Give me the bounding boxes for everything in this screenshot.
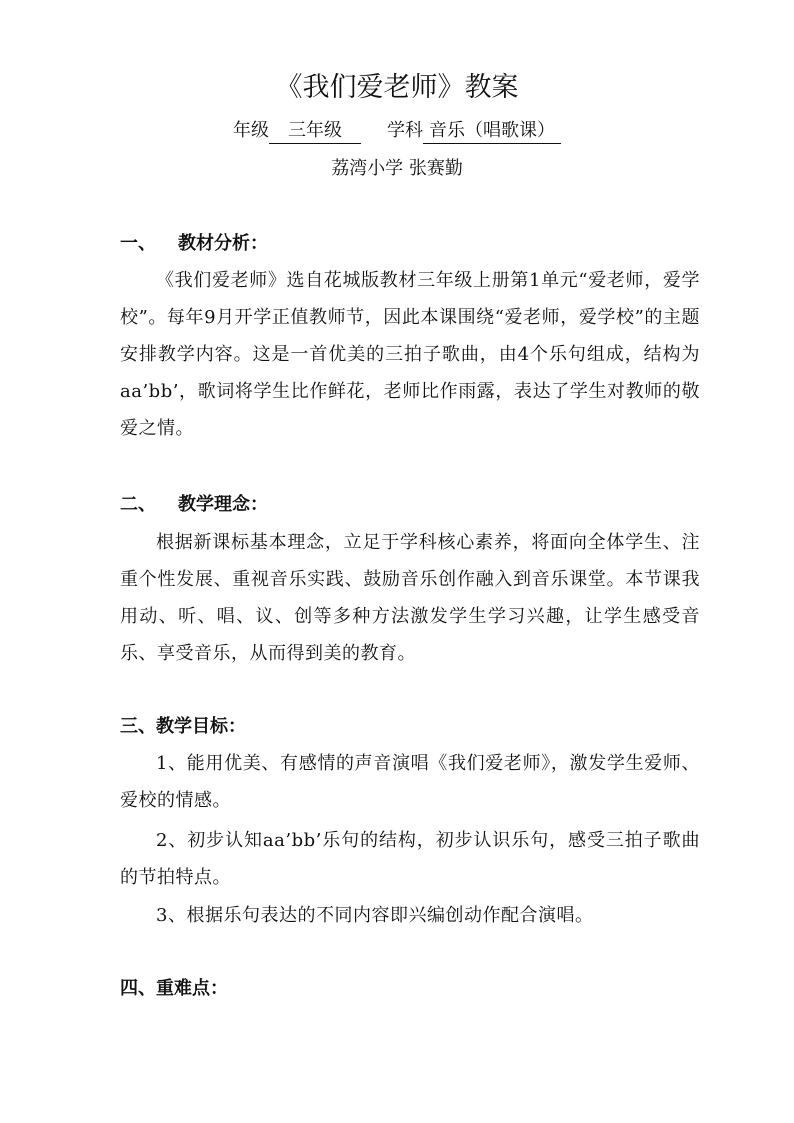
objective-item-2: 2、初步认知aa’bb’乐句的结构，初步认识乐句，感受三拍子歌曲的节拍特点。 [120,830,700,888]
section-title: 教学目标： [156,716,246,737]
author-line: 荔湾小学 张赛勤 [331,158,463,179]
section-heading-4 [120,974,228,1004]
grade-label: 年级 [233,120,269,141]
section-heading-3 [120,712,246,742]
grade-subject-line [0,116,794,146]
section-paragraph-1: 《我们爱老师》选自花城版教材三年级上册第1单元“爱老师，爱学校”。每年9月开学正值教师节，因此本课围绕“爱老师，爱学校”的主题安排教学内容。这是一首优美的三拍子歌曲，由4个乐句组成，结构为aa’bb’，歌词将学生比作鲜花，老师比作雨露，表达了学生对教师的敬爱之情。 [120,270,700,439]
section-number: 一、 [120,233,156,254]
document-title: 《我们爱老师》教案 [275,72,519,103]
section-number: 三、 [120,716,156,737]
section-paragraph-2: 根据新课标基本理念，立足于学科核心素养，将面向全体学生、注重个性发展、重视音乐实践、鼓励音乐创作融入到音乐课堂。本节课我用动、听、唱、议、创等多种方法激发学生学习兴趣，让学生感受音乐、享受音乐，从而得到美的教育。 [120,532,700,664]
section-title: 教学理念： [178,494,268,515]
objective-item-1: 1、能用优美、有感情的声音演唱《我们爱老师》，激发学生爱师、爱校的情感。 [120,753,700,811]
section-title: 教材分析： [178,233,268,254]
section-heading-2 [120,490,268,520]
objective-item-3: 3、根据乐句表达的不同内容即兴编创动作配合演唱。 [156,905,594,926]
section-title: 重难点： [156,978,228,999]
subject-value: 音乐（唱歌课） [423,119,561,144]
section-number: 二、 [120,494,156,515]
section-heading-1 [120,229,268,259]
subject-label: 学科 [387,120,423,141]
grade-value: 三年级 [269,119,361,144]
section-number: 四、 [120,978,156,999]
